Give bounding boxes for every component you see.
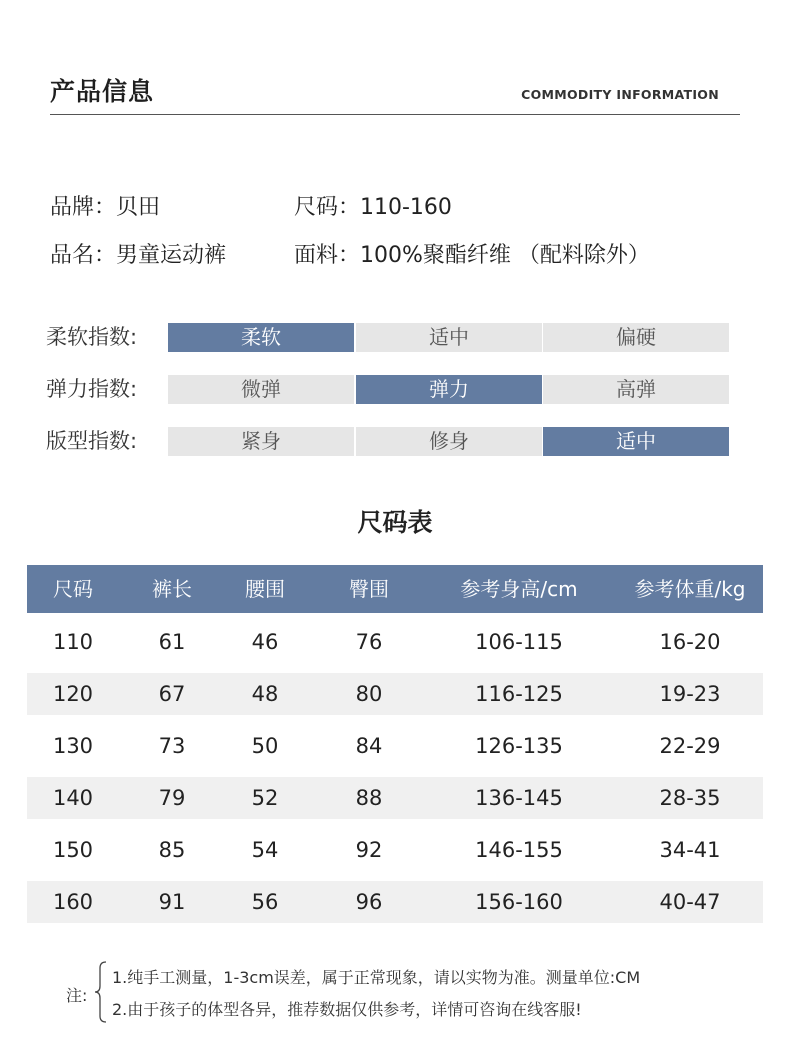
fabric-text: 面料：100%聚酯纤维 （配料除外）	[294, 243, 650, 268]
header-divider	[50, 114, 740, 115]
table-cell: 76	[355, 630, 383, 654]
index-option: 高弹	[543, 375, 729, 404]
table-cell: 16-20	[659, 630, 721, 654]
index-option: 修身	[356, 427, 542, 456]
table-cell: 50	[251, 734, 279, 758]
table-cell: 150	[52, 838, 94, 862]
note-line-1: 1.纯手工测量，1-3cm误差，属于正常现象，请以实物为准。测量单位:CM	[112, 968, 641, 987]
size-table-header	[27, 565, 763, 613]
table-cell: 160	[52, 890, 94, 914]
index-label: 柔软指数:	[46, 325, 138, 349]
table-cell: 34-41	[659, 838, 721, 862]
table-header-cell: 腰围	[245, 577, 285, 601]
table-cell: 156-160	[475, 890, 563, 914]
index-option: 微弹	[168, 375, 354, 404]
table-cell: 48	[251, 682, 279, 706]
table-header-cell: 臀围	[349, 577, 389, 601]
table-row	[27, 725, 763, 767]
table-row	[27, 829, 763, 871]
table-row	[27, 881, 763, 923]
size-table-title: 尺码表	[357, 508, 433, 537]
table-row	[27, 673, 763, 715]
table-cell: 91	[158, 890, 186, 914]
info-row-1	[50, 193, 750, 223]
table-cell: 126-135	[475, 734, 563, 758]
table-cell: 19-23	[659, 682, 721, 706]
brace-icon	[94, 960, 108, 1024]
notes-label: 注:	[66, 986, 88, 1005]
table-cell: 110	[52, 630, 94, 654]
table-cell: 96	[355, 890, 383, 914]
table-row	[27, 621, 763, 663]
index-label: 版型指数:	[46, 429, 138, 453]
table-header-cell: 尺码	[53, 577, 93, 601]
section-title: 产品信息	[50, 77, 155, 106]
table-cell: 88	[355, 786, 383, 810]
table-cell: 85	[158, 838, 186, 862]
table-cell: 116-125	[475, 682, 563, 706]
table-cell: 106-115	[475, 630, 563, 654]
table-cell: 136-145	[475, 786, 563, 810]
info-row-2	[50, 241, 750, 271]
brand-text: 品牌：贝田	[50, 195, 161, 220]
index-option: 弹力	[356, 375, 542, 404]
index-label: 弹力指数:	[46, 377, 138, 401]
table-cell: 40-47	[659, 890, 721, 914]
table-cell: 92	[355, 838, 383, 862]
table-cell: 67	[158, 682, 186, 706]
product-name-text: 品名：男童运动裤	[50, 243, 227, 268]
table-header-cell: 参考身高/cm	[460, 577, 578, 601]
table-cell: 22-29	[659, 734, 721, 758]
table-cell: 84	[355, 734, 383, 758]
table-cell: 28-35	[659, 786, 721, 810]
table-cell: 140	[52, 786, 94, 810]
section-subtitle: COMMODITY INFORMATION	[521, 87, 719, 102]
size-range-text: 尺码：110-160	[294, 195, 452, 220]
table-cell: 73	[158, 734, 186, 758]
table-cell: 80	[355, 682, 383, 706]
index-option: 偏硬	[543, 323, 729, 352]
table-cell: 146-155	[475, 838, 563, 862]
table-header-cell: 裤长	[152, 577, 192, 601]
table-cell: 54	[251, 838, 279, 862]
note-line-2: 2.由于孩子的体型各异，推荐数据仅供参考，详情可咨询在线客服!	[112, 1000, 582, 1019]
table-cell: 56	[251, 890, 279, 914]
index-option: 适中	[356, 323, 542, 352]
table-header-cell: 参考体重/kg	[634, 577, 746, 601]
index-option: 柔软	[168, 323, 354, 352]
table-cell: 79	[158, 786, 186, 810]
index-option: 适中	[543, 427, 729, 456]
index-option: 紧身	[168, 427, 354, 456]
table-cell: 120	[52, 682, 94, 706]
table-cell: 52	[251, 786, 279, 810]
table-cell: 130	[52, 734, 94, 758]
table-cell: 61	[158, 630, 186, 654]
table-cell: 46	[251, 630, 279, 654]
table-row	[27, 777, 763, 819]
